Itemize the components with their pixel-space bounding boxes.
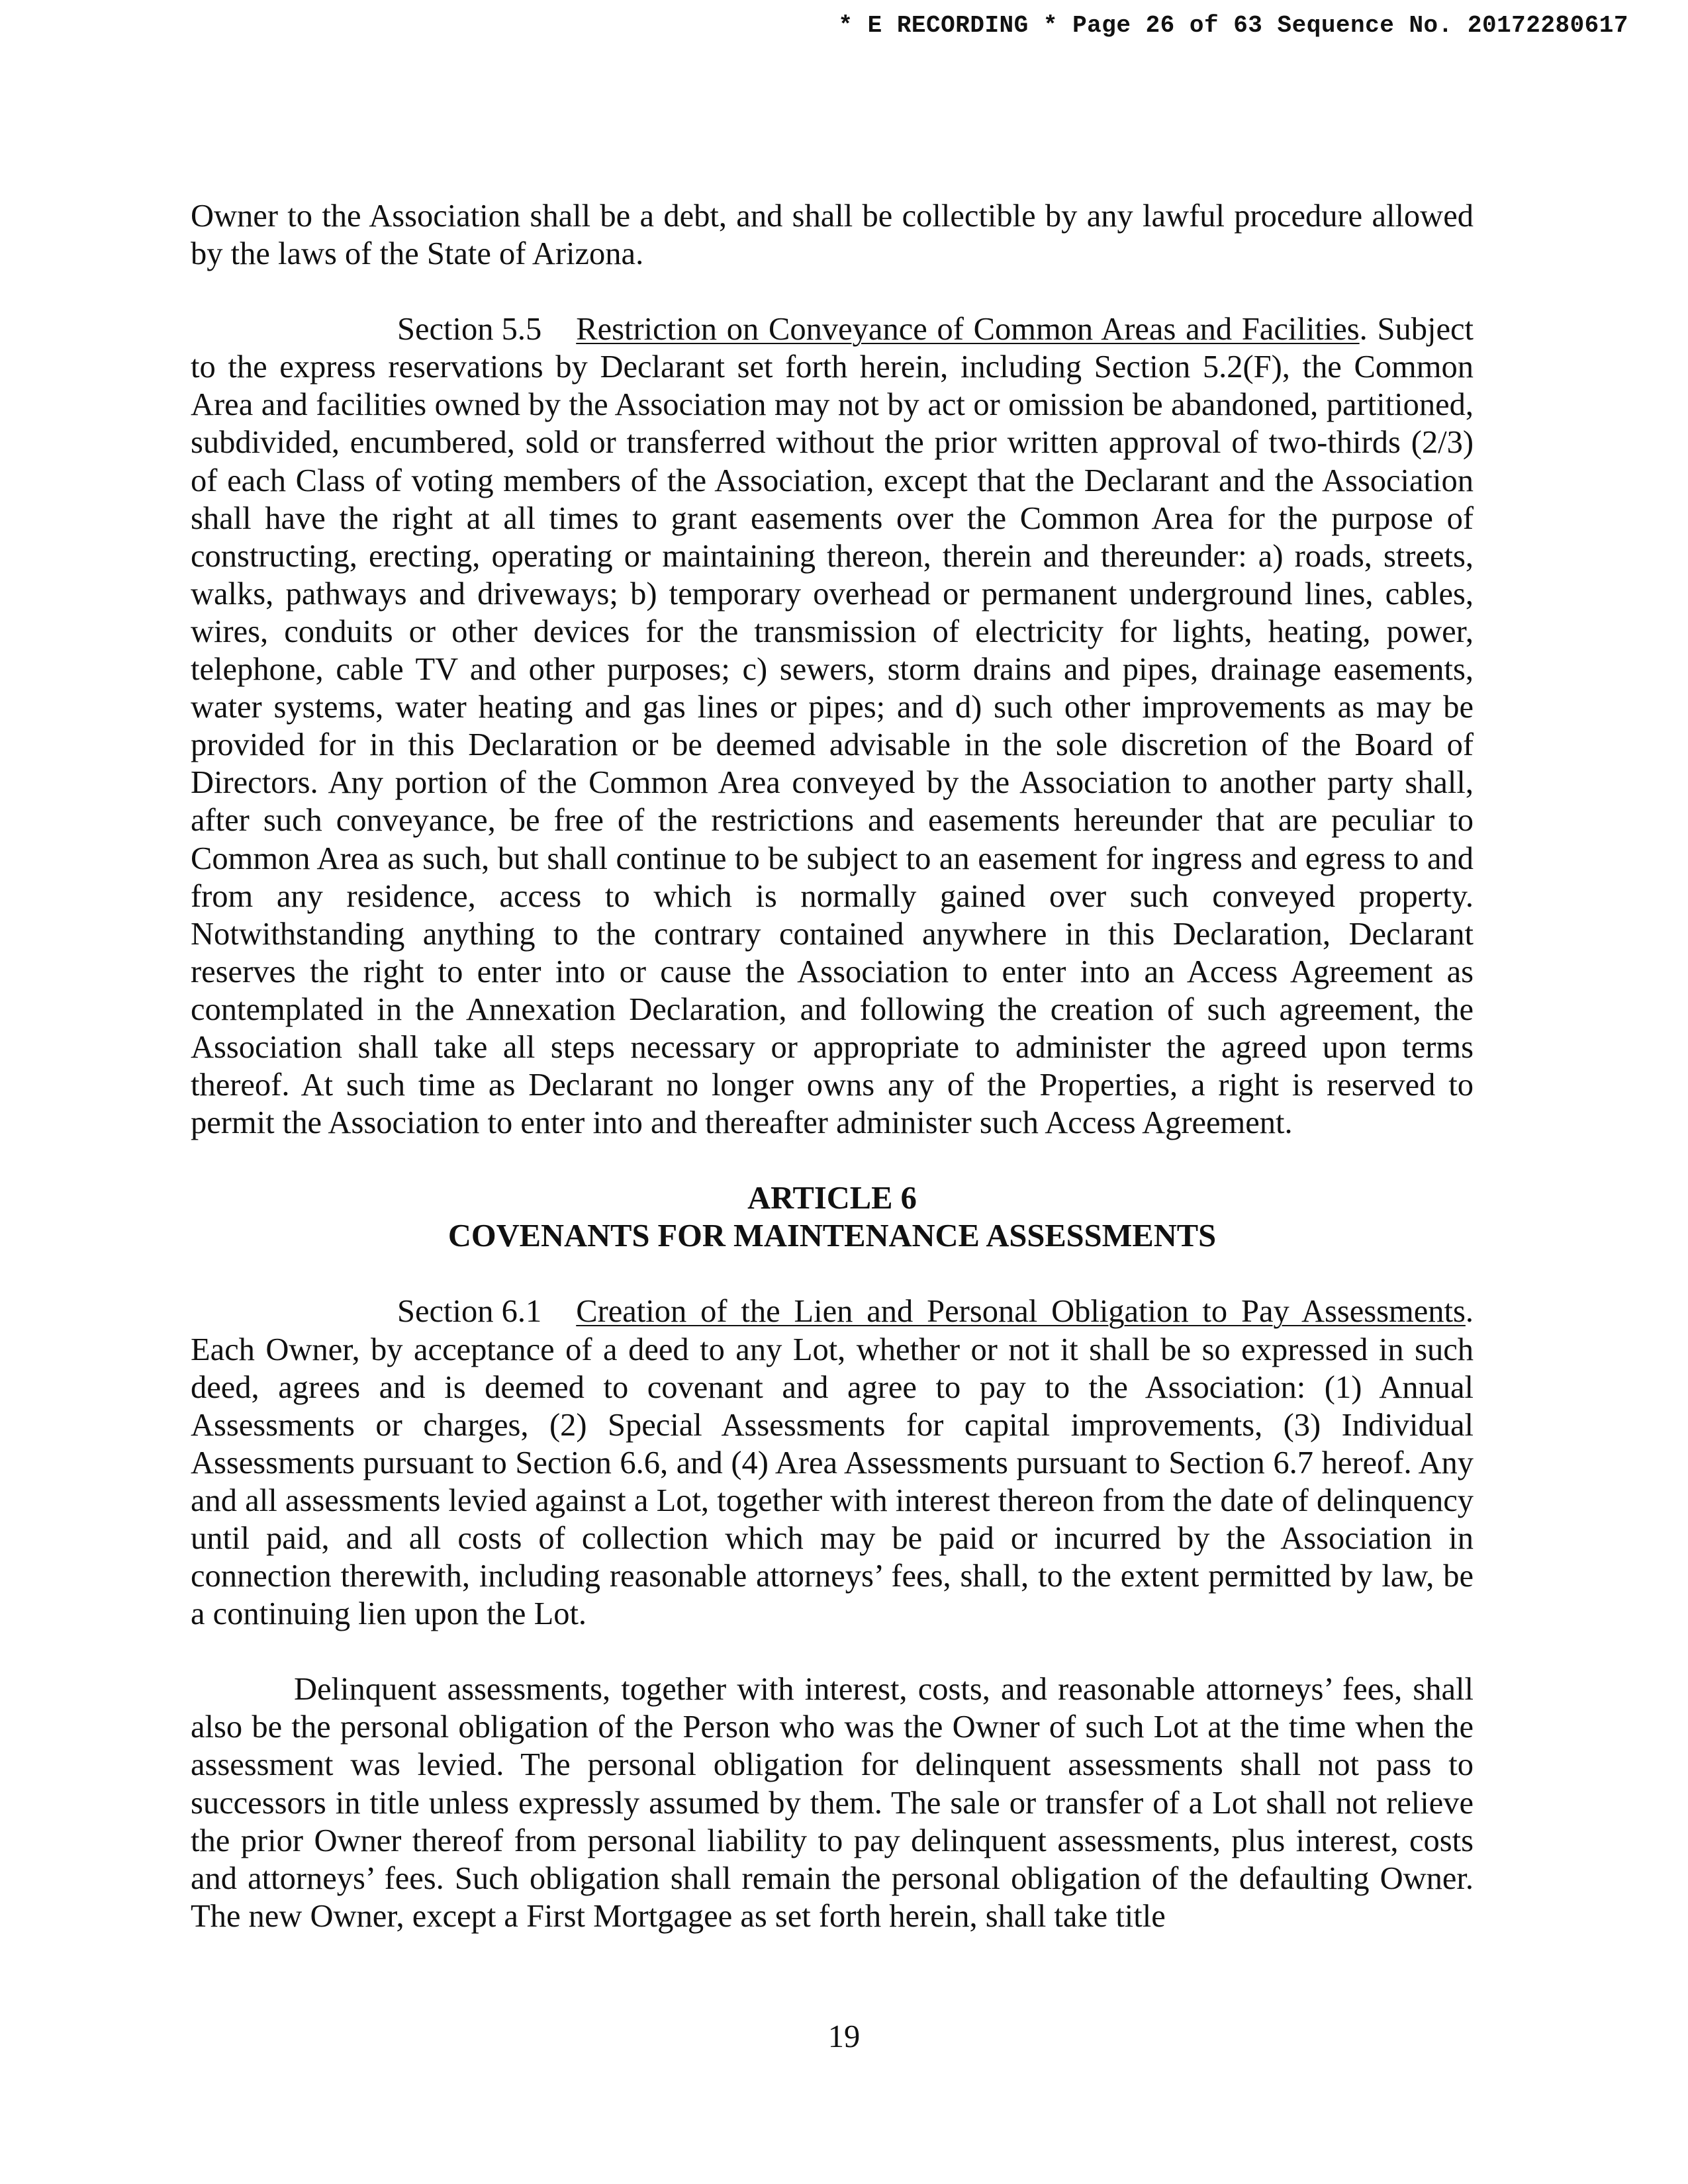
section-5-5-text: Subject to the express reservations by Declarant set forth herein, including Section 5.2(F), the Common Area and facilities owned by the Association may not by act or omission be abandoned, partitioned, subdivided, encumbered, sold or transferred without the prior written approval of two-thirds (2/3) of each Class of voting members of the Association, except that the Declarant and the Association shall have the right at all times to grant easements over the Common Area for the purpose of constructing, erecting, operating or maintaining thereon, therein and thereunder: a) roads, streets, walks, pathways and driveways; b) temporary overhead or permanent underground lines, cables, wires, conduits or other devices for the transmission of electricity for lights, heating, power, telephone, cable TV and other purposes; c) sewers, storm drains and pipes, drainage easements, water systems, water heating and gas lines or pipes; and d) such other improvements as may be provided for in this Declaration or be deemed advisable in the sole discretion of the Board of Directors. Any portion of the Common Area conveyed by the Association to another party shall, after such conveyance, be free of the restrictions and easements hereunder that are peculiar to Common Area as such, but shall continue to be subject to an easement for ingress and egress to and from any residence, access to which is normally gained over such conveyed property. Notwithstanding anything to the contrary contained anywhere in this Declaration, Declarant reserves the right to enter into or cause the Association to enter into an Access Agreement as contemplated in the Annexation Declaration, and following the creation of such agreement, the Association shall take all steps necessary or appropriate to administer the agreed upon terms thereof. At such time as Declarant no longer owns any of the Properties, a right is reserved to permit the Association to enter into and thereafter administer such Access Agreement. (191, 312, 1474, 1141)
page-number: 19 (827, 2019, 861, 2054)
document-body (191, 197, 1474, 1973)
section-6-1-paragraph (191, 1293, 1474, 1633)
section-5-5-number: Section 5.5 (397, 312, 542, 347)
continuation-paragraph: Owner to the Association shall be a debt, and shall be collectible by any lawful procedure allowed by the laws of the State of Arizona. (191, 199, 1474, 272)
section-6-1-number: Section 6.1 (397, 1294, 542, 1330)
article-title: COVENANTS FOR MAINTENANCE ASSESSMENTS (447, 1218, 1217, 1254)
recording-header: * E RECORDING * Page 26 of 63 Sequence No. 20172280617 (838, 12, 1628, 39)
section-5-5-title-period: . (1359, 312, 1368, 347)
section-5-5-title: Restriction on Conveyance of Common Areas and Facilities (576, 312, 1360, 347)
section-6-1-title-period: . (1465, 1294, 1474, 1330)
delinquent-assessments-paragraph: Delinquent assessments, together with interest, costs, and reasonable attorneys’ fees, shall also be the personal obligation of the Person who was the Owner of such Lot at the time when the assessment was levied. The personal obligation for delinquent assessments shall not pass to successors in title unless expressly assumed by them. The sale or transfer of a Lot shall not relieve the prior Owner thereof from personal liability to pay delinquent assessments, plus interest, costs and attorneys’ fees. Such obligation shall remain the personal obligation of the defaulting Owner. The new Owner, except a First Mortgagee as set forth herein, shall take title (191, 1672, 1474, 1934)
article-heading (191, 1179, 1474, 1255)
section-6-1-text: Each Owner, by acceptance of a deed to any Lot, whether or not it shall be so expressed in such deed, agrees and is deemed to covenant and agree to pay to the Association: (1) Annual Assessments or charges, (2) Special Assessments for capital improvements, (3) Individual Assessments pursuant to Section 6.6, and (4) Area Assessments pursuant to Section 6.7 hereof. Any and all assessments levied against a Lot, together with interest thereon from the date of delinquency until paid, and all costs of collection which may be paid or incurred by the Association in connection therewith, including reasonable attorneys’ fees, shall, to the extent permitted by law, be a continuing lien upon the Lot. (191, 1332, 1474, 1632)
article-number: ARTICLE 6 (747, 1181, 917, 1216)
section-6-1-title: Creation of the Lien and Personal Obligation to Pay Assessments (576, 1294, 1466, 1330)
section-5-5-paragraph (191, 310, 1474, 1142)
